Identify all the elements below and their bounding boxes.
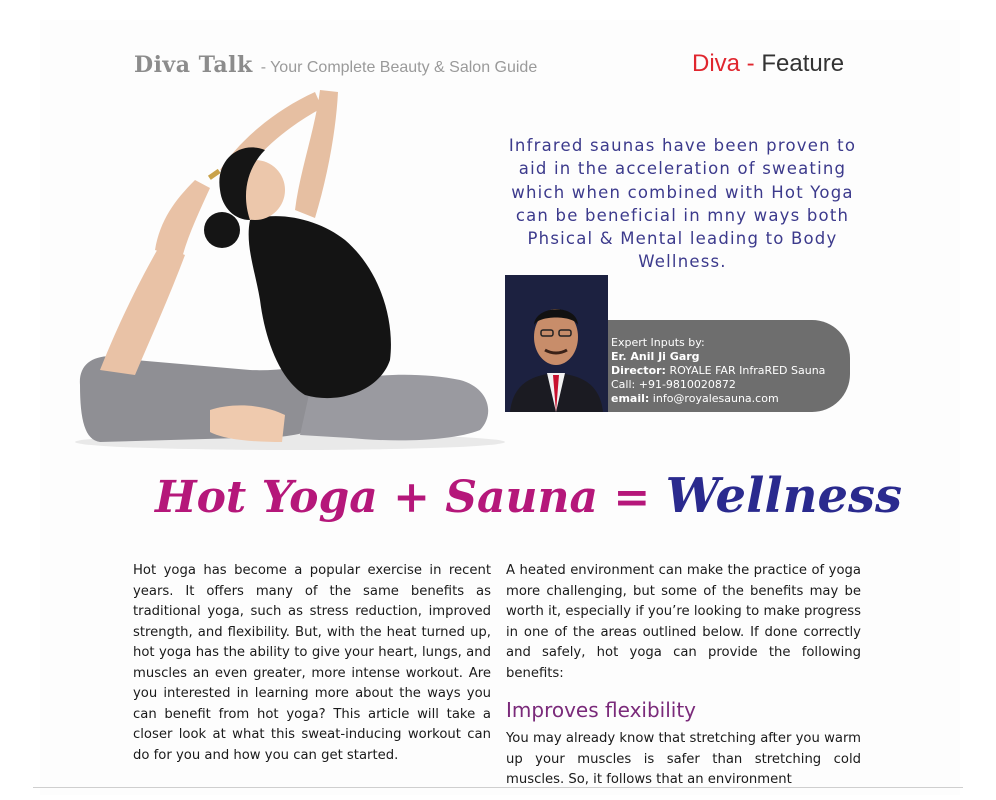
brand-title: Diva Talk — [134, 52, 253, 78]
expert-director — [611, 364, 825, 378]
expert-name: Er. Anil Ji Garg — [611, 350, 700, 363]
subheading-improves-flexibility: Improves flexibility — [506, 698, 696, 722]
expert-portrait-photo — [505, 275, 608, 412]
director-value: ROYALE FAR InfraRED Sauna — [669, 364, 826, 377]
article-column-right-continued: You may already know that stretching after you warm up your muscles is safer than stretching cold muscles. So, it follows that an environment — [506, 731, 861, 787]
yoga-woman-photo — [60, 70, 500, 455]
masthead-dash: - — [260, 59, 267, 76]
section-label — [692, 50, 844, 78]
email-label: email: — [611, 392, 650, 405]
expert-details — [611, 336, 825, 406]
expert-phone: Call: +91-9810020872 — [611, 378, 736, 391]
pull-quote: Infrared saunas have been proven to aid in the acceleration of sweating which when combined with Hot Yoga can be beneficial in mny ways both Phsical & Mental leading to Body Wellness. — [508, 136, 857, 272]
director-label: Director: — [611, 364, 666, 377]
headline — [155, 462, 903, 532]
article-column-right: A heated environment can make the practice of yoga more challenging, but some of the benefits may be worth it, especially if you’re looking to make progress in one of the areas outlined below. If done correctly and safely, hot yoga can provide the following benefits: — [506, 563, 861, 681]
email-value: info@royalesauna.com — [652, 392, 779, 405]
bottom-divider — [33, 787, 963, 788]
headline-wellness: Wellness — [665, 468, 903, 524]
headline-hot-yoga-sauna: Hot Yoga + Sauna = — [155, 472, 666, 523]
article-column-left: Hot yoga has become a popular exercise in recent years. It offers many of the same benefits as traditional yoga, such as stress reduction, improved strength, and flexibility. But, with the heat turned up, hot yoga has the ability to give your heart, lungs, and muscles an even greater, more intense workout. Are you interested in learning more about the ways you can benefit from hot yoga? This article will take a closer look at what this sweat-inducing workout can do for you and how you can get started. — [133, 563, 491, 763]
expert-intro: Expert Inputs by: — [611, 336, 705, 349]
section-label-feature: Feature — [761, 50, 845, 77]
headline-part1 — [153, 468, 902, 524]
section-label-diva: Diva — [692, 50, 741, 77]
section-label-dash: - — [740, 50, 762, 77]
brand-tagline: Your Complete Beauty & Salon Guide — [270, 59, 538, 76]
expert-email — [611, 392, 825, 406]
